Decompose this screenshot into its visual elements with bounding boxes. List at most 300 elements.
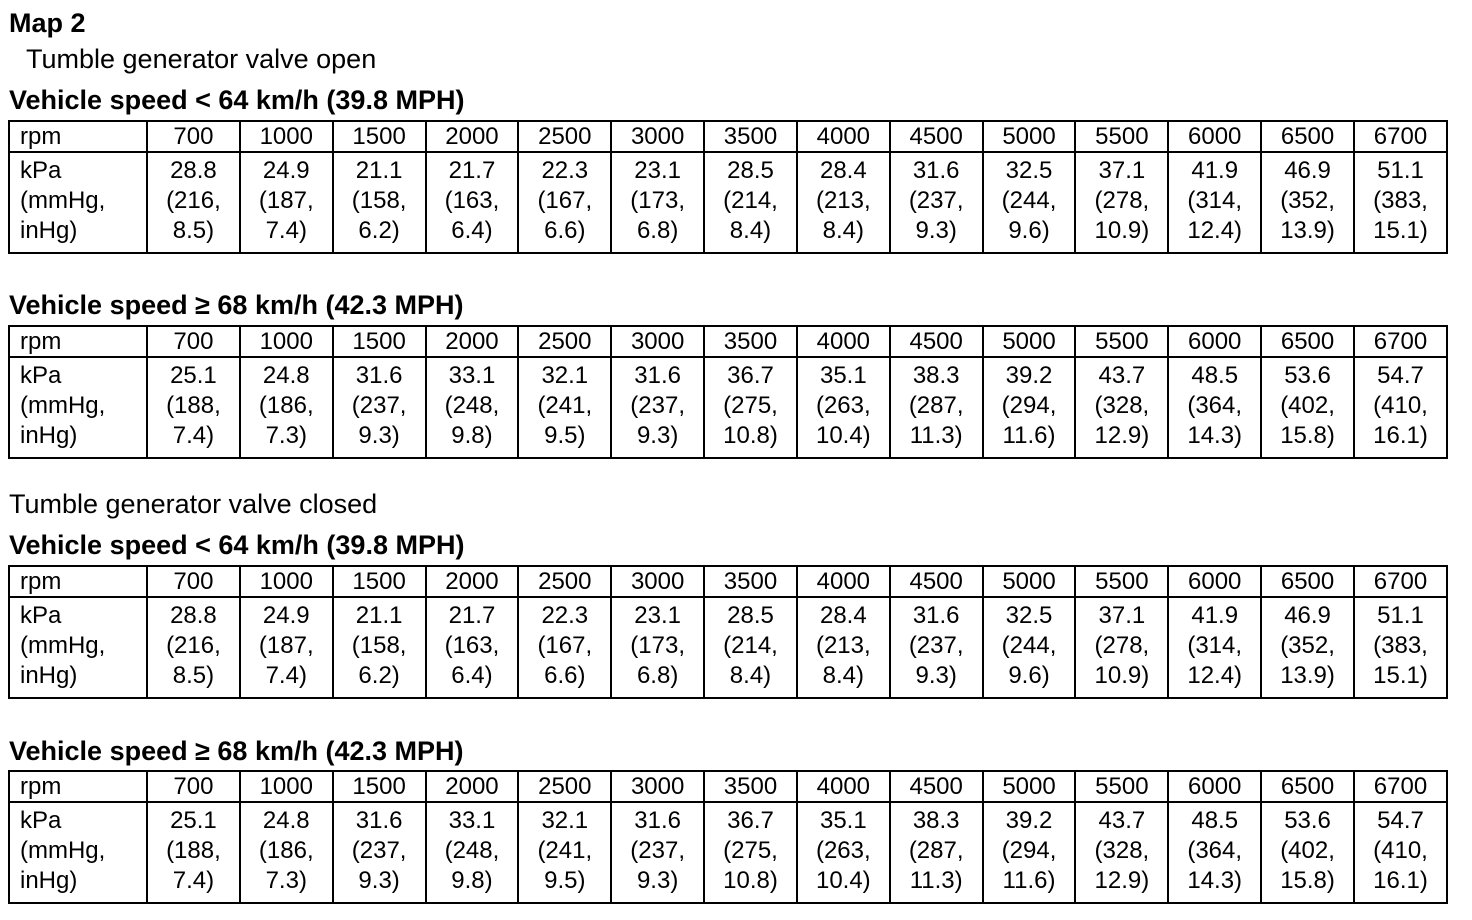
pressure-cell [518,597,611,698]
rpm-value: 6500 [1261,566,1354,597]
mmhg-value: (213, [815,632,871,659]
inhg-value: 9.6) [1008,217,1050,244]
pressure-cell [1354,152,1447,253]
inhg-value: 7.4) [172,867,215,894]
mmhg-value: (314, [1187,187,1243,214]
pressure-cell [983,152,1076,253]
kpa-value: 41.9 [1191,602,1239,629]
mmhg-value: (275, [723,392,778,419]
kpa-value: 28.8 [170,157,217,184]
pressure-table [8,325,1448,459]
pressure-cell [1168,802,1261,903]
mmhg-value: (163, [444,187,500,214]
inhg-value: 11.3) [909,867,963,894]
inhg-value: 12.9) [1094,422,1150,449]
rpm-value: 5500 [1075,771,1168,802]
kpa-value: 48.5 [1191,362,1239,389]
inhg-value: 9.8) [451,867,493,894]
pressure-row [9,357,1447,458]
unit-label [9,597,147,698]
rpm-value: 2000 [426,326,519,357]
rpm-value: 6500 [1261,771,1354,802]
mmhg-value: (278, [1094,632,1150,659]
pressure-cell [983,802,1076,903]
inhg-value: 12.4) [1187,662,1243,689]
inhg-value: 7.3) [265,422,307,449]
kpa-value: 28.5 [727,157,774,184]
rpm-value: 4500 [890,326,983,357]
inhg-value: 9.8) [451,422,493,449]
pressure-cell [704,597,797,698]
rpm-value: 6000 [1168,121,1261,152]
kpa-value: 31.6 [634,807,681,834]
rpm-row [9,326,1447,357]
rpm-value: 5000 [983,326,1076,357]
pressure-cell [704,152,797,253]
rpm-value: 6000 [1168,566,1261,597]
kpa-value: 28.5 [727,602,774,629]
mmhg-value: (158, [351,632,407,659]
kpa-value: 28.8 [170,602,217,629]
pressure-cell [518,152,611,253]
mmhg-value: (188, [166,392,221,419]
pressure-cell [1354,597,1447,698]
kpa-value: 35.1 [819,807,867,834]
rpm-value: 3500 [704,566,797,597]
inhg-value: 9.6) [1008,662,1050,689]
kpa-value: 23.1 [634,602,681,629]
mmhg-value: (402, [1280,837,1335,864]
mmhg-value: (383, [1373,632,1428,659]
speed-heading: Vehicle speed ≥ 68 km/h (42.3 MPH) [9,736,464,766]
unit-label-line: inHg) [20,662,78,689]
mmhg-value: (167, [537,187,593,214]
speed-heading: Vehicle speed < 64 km/h (39.8 MPH) [9,85,465,115]
kpa-value: 51.1 [1377,157,1424,184]
mmhg-value: (188, [166,837,221,864]
pressure-cell [1261,802,1354,903]
kpa-value: 37.1 [1098,157,1146,184]
pressure-cell [147,802,240,903]
kpa-value: 41.9 [1191,157,1239,184]
unit-label-line: inHg) [20,422,78,449]
mmhg-value: (287, [908,392,964,419]
inhg-value: 14.3) [1187,867,1243,894]
rpm-value: 2500 [518,771,611,802]
pressure-cell [147,152,240,253]
inhg-value: 8.4) [729,217,772,244]
pressure-cell [611,802,704,903]
page-title: Map 2 [9,8,86,38]
rpm-value: 1500 [333,121,426,152]
pressure-cell [333,152,426,253]
pressure-cell [983,597,1076,698]
rpm-value: 6700 [1354,566,1447,597]
mmhg-value: (158, [351,187,407,214]
inhg-value: 10.9) [1094,217,1150,244]
mmhg-value: (186, [258,392,314,419]
kpa-value: 37.1 [1098,602,1146,629]
kpa-value: 43.7 [1098,362,1146,389]
mmhg-value: (244, [1001,632,1057,659]
inhg-value: 9.5) [544,422,586,449]
inhg-value: 15.1) [1373,662,1428,689]
pressure-cell [1168,152,1261,253]
pressure-cell [240,357,333,458]
kpa-value: 31.6 [355,362,403,389]
pressure-row [9,597,1447,698]
inhg-value: 6.4) [451,662,493,689]
inhg-value: 10.4) [815,422,871,449]
mmhg-value: (352, [1280,187,1335,214]
kpa-value: 28.4 [819,602,867,629]
pressure-cell [518,357,611,458]
pressure-cell [333,802,426,903]
mmhg-value: (364, [1187,392,1243,419]
rpm-value: 3500 [704,771,797,802]
kpa-value: 24.9 [262,602,310,629]
inhg-value: 9.3) [358,867,400,894]
kpa-value: 24.8 [262,807,310,834]
rpm-value: 2500 [518,121,611,152]
pressure-cell [240,597,333,698]
rpm-value: 4000 [797,326,890,357]
pressure-row [9,152,1447,253]
rpm-value: 700 [147,121,240,152]
mmhg-value: (241, [537,837,593,864]
inhg-value: 7.3) [265,867,307,894]
rpm-value: 6700 [1354,771,1447,802]
inhg-value: 15.1) [1373,217,1428,244]
unit-label [9,802,147,903]
kpa-value: 36.7 [727,807,774,834]
pressure-cell [1354,802,1447,903]
mmhg-value: (278, [1094,187,1150,214]
rpm-value: 6000 [1168,326,1261,357]
rpm-value: 1000 [240,326,333,357]
kpa-value: 31.6 [912,602,960,629]
mmhg-value: (314, [1187,632,1243,659]
rpm-value: 3000 [611,566,704,597]
rpm-value: 1000 [240,121,333,152]
inhg-value: 10.8) [723,422,778,449]
inhg-value: 12.4) [1187,217,1243,244]
mmhg-value: (248, [444,837,500,864]
kpa-value: 32.1 [541,807,589,834]
kpa-value: 48.5 [1191,807,1239,834]
pressure-table [8,120,1448,254]
mmhg-value: (216, [166,187,221,214]
valve-state-heading: Tumble generator valve closed [9,489,378,519]
mmhg-value: (167, [537,632,593,659]
mmhg-value: (275, [723,837,778,864]
rpm-value: 1000 [240,771,333,802]
inhg-value: 8.4) [822,662,864,689]
unit-label-line: inHg) [20,217,78,244]
mmhg-value: (241, [537,392,593,419]
mmhg-value: (248, [444,392,500,419]
mmhg-value: (237, [351,837,407,864]
mmhg-value: (237, [908,187,964,214]
mmhg-value: (173, [630,632,685,659]
rpm-value: 2500 [518,326,611,357]
inhg-value: 6.6) [544,217,586,244]
pressure-cell [426,152,519,253]
mmhg-value: (287, [908,837,964,864]
pressure-cell [1075,152,1168,253]
rpm-row [9,121,1447,152]
rpm-value: 1500 [333,326,426,357]
kpa-value: 38.3 [912,362,960,389]
mmhg-value: (294, [1001,392,1057,419]
unit-label-line: kPa [20,602,62,629]
pressure-table [8,770,1448,904]
kpa-value: 54.7 [1377,807,1424,834]
pressure-cell [611,357,704,458]
pressure-cell [1168,597,1261,698]
mmhg-value: (237, [630,392,685,419]
rpm-label: rpm [9,326,147,357]
kpa-value: 39.2 [1005,362,1053,389]
inhg-value: 14.3) [1187,422,1243,449]
mmhg-value: (163, [444,632,500,659]
mmhg-value: (214, [723,632,778,659]
mmhg-value: (410, [1373,837,1428,864]
pressure-cell [797,597,890,698]
mmhg-value: (383, [1373,187,1428,214]
pressure-cell [890,152,983,253]
unit-label-line: (mmHg, [20,837,106,864]
kpa-value: 28.4 [819,157,867,184]
inhg-value: 6.2) [358,217,400,244]
mmhg-value: (410, [1373,392,1428,419]
mmhg-value: (328, [1094,837,1150,864]
kpa-value: 32.5 [1005,157,1053,184]
inhg-value: 6.8) [636,217,679,244]
pressure-cell [1075,597,1168,698]
mmhg-value: (237, [630,837,685,864]
mmhg-value: (263, [815,837,871,864]
kpa-value: 31.6 [634,362,681,389]
rpm-value: 3000 [611,121,704,152]
kpa-value: 51.1 [1377,602,1424,629]
inhg-value: 11.3) [909,422,963,449]
inhg-value: 6.6) [544,662,586,689]
pressure-cell [333,357,426,458]
kpa-value: 43.7 [1098,807,1146,834]
unit-label-line: inHg) [20,867,78,894]
rpm-value: 6500 [1261,121,1354,152]
pressure-cell [240,152,333,253]
inhg-value: 6.4) [451,217,493,244]
speed-heading: Vehicle speed < 64 km/h (39.8 MPH) [9,530,465,560]
inhg-value: 7.4) [265,662,307,689]
kpa-value: 35.1 [819,362,867,389]
inhg-value: 7.4) [265,217,307,244]
inhg-value: 8.5) [172,662,215,689]
kpa-value: 22.3 [541,157,589,184]
pressure-cell [333,597,426,698]
rpm-value: 6500 [1261,326,1354,357]
rpm-value: 1500 [333,566,426,597]
mmhg-value: (237, [908,632,964,659]
mmhg-value: (364, [1187,837,1243,864]
unit-label [9,357,147,458]
kpa-value: 25.1 [170,807,217,834]
pressure-cell [147,357,240,458]
kpa-value: 38.3 [912,807,960,834]
kpa-value: 46.9 [1284,157,1331,184]
unit-label-line: kPa [20,362,62,389]
inhg-value: 11.6) [1002,867,1056,894]
rpm-value: 5500 [1075,566,1168,597]
unit-label-line: (mmHg, [20,392,106,419]
mmhg-value: (294, [1001,837,1057,864]
inhg-value: 9.3) [358,422,400,449]
kpa-value: 33.1 [448,807,496,834]
pressure-cell [240,802,333,903]
pressure-cell [704,802,797,903]
mmhg-value: (237, [351,392,407,419]
pressure-cell [797,357,890,458]
mmhg-value: (214, [723,187,778,214]
rpm-value: 700 [147,326,240,357]
rpm-value: 3000 [611,771,704,802]
pressure-cell [983,357,1076,458]
inhg-value: 6.8) [636,662,679,689]
rpm-value: 6700 [1354,326,1447,357]
kpa-value: 39.2 [1005,807,1053,834]
kpa-value: 21.1 [355,157,403,184]
inhg-value: 6.2) [358,662,400,689]
mmhg-value: (263, [815,392,871,419]
rpm-value: 3500 [704,121,797,152]
rpm-row [9,566,1447,597]
kpa-value: 25.1 [170,362,217,389]
pressure-cell [797,152,890,253]
inhg-value: 12.9) [1094,867,1150,894]
rpm-value: 2000 [426,771,519,802]
pressure-cell [1075,802,1168,903]
kpa-value: 21.7 [448,157,496,184]
pressure-cell [890,357,983,458]
inhg-value: 15.8) [1280,422,1335,449]
rpm-label: rpm [9,121,147,152]
rpm-value: 5000 [983,121,1076,152]
kpa-value: 33.1 [448,362,496,389]
rpm-value: 2000 [426,566,519,597]
kpa-value: 31.6 [912,157,960,184]
mmhg-value: (213, [815,187,871,214]
kpa-value: 54.7 [1377,362,1424,389]
rpm-value: 700 [147,566,240,597]
rpm-value: 2500 [518,566,611,597]
rpm-value: 6700 [1354,121,1447,152]
mmhg-value: (187, [258,632,314,659]
pressure-cell [1261,152,1354,253]
unit-label-line: (mmHg, [20,187,106,214]
kpa-value: 53.6 [1284,362,1331,389]
pressure-cell [426,597,519,698]
rpm-value: 3000 [611,326,704,357]
inhg-value: 9.3) [636,867,679,894]
rpm-value: 5500 [1075,326,1168,357]
inhg-value: 9.3) [915,662,957,689]
mmhg-value: (328, [1094,392,1150,419]
inhg-value: 10.8) [723,867,778,894]
rpm-row [9,771,1447,802]
rpm-value: 4000 [797,566,890,597]
rpm-value: 4000 [797,121,890,152]
pressure-cell [890,802,983,903]
inhg-value: 9.5) [544,867,586,894]
mmhg-value: (216, [166,632,221,659]
rpm-value: 5000 [983,566,1076,597]
rpm-value: 700 [147,771,240,802]
inhg-value: 11.6) [1002,422,1056,449]
pressure-cell [797,802,890,903]
inhg-value: 9.3) [915,217,957,244]
inhg-value: 13.9) [1280,662,1335,689]
kpa-value: 32.5 [1005,602,1053,629]
inhg-value: 9.3) [636,422,679,449]
inhg-value: 13.9) [1280,217,1335,244]
rpm-value: 1500 [333,771,426,802]
pressure-table [8,565,1448,699]
rpm-value: 4500 [890,121,983,152]
rpm-value: 5000 [983,771,1076,802]
valve-state-heading: Tumble generator valve open [26,44,377,74]
rpm-value: 1000 [240,566,333,597]
rpm-value: 2000 [426,121,519,152]
kpa-value: 21.7 [448,602,496,629]
inhg-value: 10.9) [1094,662,1150,689]
inhg-value: 8.4) [822,217,864,244]
kpa-value: 24.8 [262,362,310,389]
kpa-value: 22.3 [541,602,589,629]
pressure-cell [518,802,611,903]
pressure-cell [147,597,240,698]
kpa-value: 23.1 [634,157,681,184]
kpa-value: 21.1 [355,602,403,629]
unit-label [9,152,147,253]
pressure-cell [611,152,704,253]
rpm-value: 6000 [1168,771,1261,802]
kpa-value: 31.6 [355,807,403,834]
pressure-cell [426,357,519,458]
pressure-cell [426,802,519,903]
speed-heading: Vehicle speed ≥ 68 km/h (42.3 MPH) [9,290,464,320]
rpm-value: 4500 [890,566,983,597]
mmhg-value: (352, [1280,632,1335,659]
pressure-cell [1168,357,1261,458]
pressure-cell [611,597,704,698]
pressure-cell [1261,597,1354,698]
pressure-cell [890,597,983,698]
rpm-value: 4500 [890,771,983,802]
unit-label-line: kPa [20,157,62,184]
kpa-value: 46.9 [1284,602,1331,629]
kpa-value: 24.9 [262,157,310,184]
mmhg-value: (186, [258,837,314,864]
pressure-cell [1354,357,1447,458]
kpa-value: 36.7 [727,362,774,389]
unit-label-line: (mmHg, [20,632,106,659]
pressure-cell [1261,357,1354,458]
rpm-value: 5500 [1075,121,1168,152]
inhg-value: 16.1) [1373,867,1428,894]
mmhg-value: (187, [258,187,314,214]
